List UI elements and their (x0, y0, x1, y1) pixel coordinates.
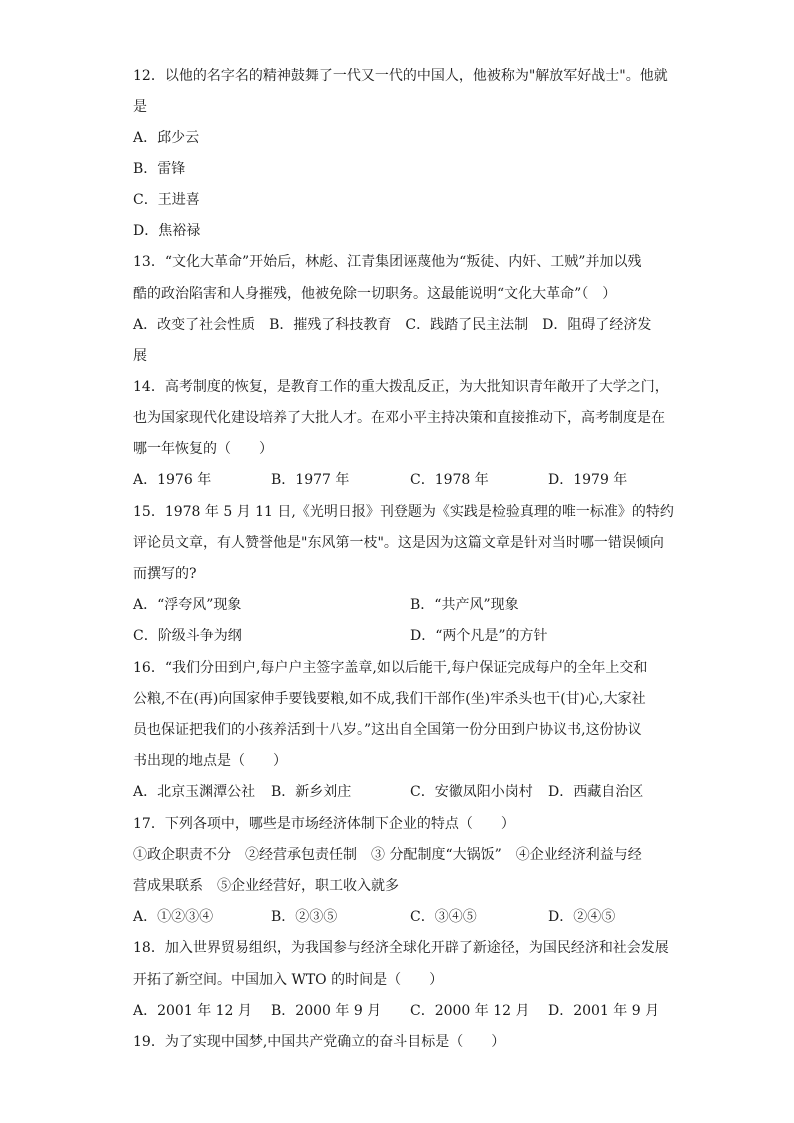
question-13-options-cont: 展 (133, 348, 147, 364)
question-15-stem-cont: 评论员文章，有人赞誉他是"东风第一枝"。这是因为这篇文章是针对当时哪一错误倾向 (133, 535, 664, 551)
question-18-option-a: A．2001 年 12 月 (133, 1003, 252, 1019)
question-12-option-b: B．雷锋 (133, 161, 186, 177)
question-17-option-b: B．②③⑤ (271, 909, 338, 925)
question-13-options: A．改变了社会性质 B．摧残了科技教育 C．践踏了民主法制 D．阻碍了经济发 (133, 317, 652, 333)
question-12-stem-cont: 是 (133, 99, 147, 115)
question-14-stem: 14．高考制度的恢复，是教育工作的重大拨乱反正，为大批知识青年敞开了大学之门， (133, 379, 669, 395)
question-12-option-c: C．王进喜 (133, 192, 200, 208)
question-12-option-a: A．邱少云 (133, 130, 200, 146)
question-14-option-c: C．1978 年 (410, 472, 489, 488)
question-17-option-c: C．③④⑤ (410, 909, 477, 925)
question-16-option-d: D．西藏自治区 (548, 784, 644, 800)
question-16-option-b: B．新乡刘庄 (271, 784, 352, 800)
question-17-option-a: A．①②③④ (133, 909, 214, 925)
question-16-stem-cont-3: 书出现的地点是（ ） (133, 753, 287, 769)
question-16-stem-cont: 公粮,不在(再)向国家伸手要钱要粮,如不成,我们干部作(坐)牢杀头也干(甘)心,大家社 (133, 691, 646, 707)
question-15-stem-cont-2: 而撰写的? (133, 566, 197, 582)
question-15-option-c: C．阶级斗争为纲 (133, 628, 242, 644)
question-15-option-d: D．“两个凡是”的方针 (410, 628, 548, 644)
question-19-stem: 19．为了实现中国梦,中国共产党确立的奋斗目标是（ ） (133, 1034, 506, 1050)
question-12-stem: 12．以他的名字名的精神鼓舞了一代又一代的中国人，他被称为"解放军好战士"。他就 (133, 68, 668, 84)
question-14-stem-cont: 也为国家现代化建设培养了大批人才。在邓小平主持决策和直接推动下，高考制度是在 (133, 410, 665, 426)
question-18-stem: 18．加入世界贸易组织，为我国参与经济全球化开辟了新途径，为国民经济和社会发展 (133, 940, 669, 956)
question-18-option-b: B．2000 年 9 月 (271, 1003, 382, 1019)
question-17-stem: 17．下列各项中，哪些是市场经济体制下企业的特点（ ） (133, 816, 515, 832)
question-18-option-d: D．2001 年 9 月 (548, 1003, 660, 1019)
question-18-option-c: C．2000 年 12 月 (410, 1003, 530, 1019)
question-17-option-d: D．②④⑤ (548, 909, 616, 925)
question-14-option-a: A．1976 年 (133, 472, 212, 488)
question-12-option-d: D．焦裕禄 (133, 223, 201, 239)
question-16-option-c: C．安徽凤阳小岗村 (410, 784, 533, 800)
question-13-stem: 13．“文化大革命”开始后，林彪、江青集团诬蔑他为“叛徒、内奸、工贼”并加以残 (133, 254, 642, 270)
question-14-option-b: B．1977 年 (271, 472, 350, 488)
question-16-stem: 16．“我们分田到户,每户户主签字盖章,如以后能干,每户保证完成每户的全年上交和 (133, 660, 648, 676)
question-14-option-d: D．1979 年 (548, 472, 628, 488)
question-15-option-b: B．“共产风”现象 (410, 597, 519, 613)
question-15-stem: 15．1978 年 5 月 11 日,《光明日报》刊登题为《实践是检验真理的唯一标准》的特约 (133, 504, 674, 520)
question-17-stem-cont: ①政企职责不分 ②经营承包责任制 ③ 分配制度“大锅饭” ④企业经济利益与经 (133, 847, 642, 863)
question-17-stem-cont-2: 营成果联系 ⑤企业经营好，职工收入就多 (133, 878, 399, 894)
question-14-stem-cont-2: 哪一年恢复的（ ） (133, 441, 273, 457)
question-13-stem-cont: 酷的政治陷害和人身摧残，他被免除一切职务。这最能说明“文化大革命”（ ） (133, 286, 617, 302)
question-16-stem-cont-2: 员也保证把我们的小孩养活到十八岁。”这出自全国第一份分田到户协议书,这份协议 (133, 722, 642, 738)
question-18-stem-cont: 开拓了新空间。中国加入 WTO 的时间是（ ） (133, 972, 444, 988)
question-15-option-a: A．“浮夸风”现象 (133, 597, 242, 613)
question-16-option-a: A．北京玉渊潭公社 (133, 784, 256, 800)
